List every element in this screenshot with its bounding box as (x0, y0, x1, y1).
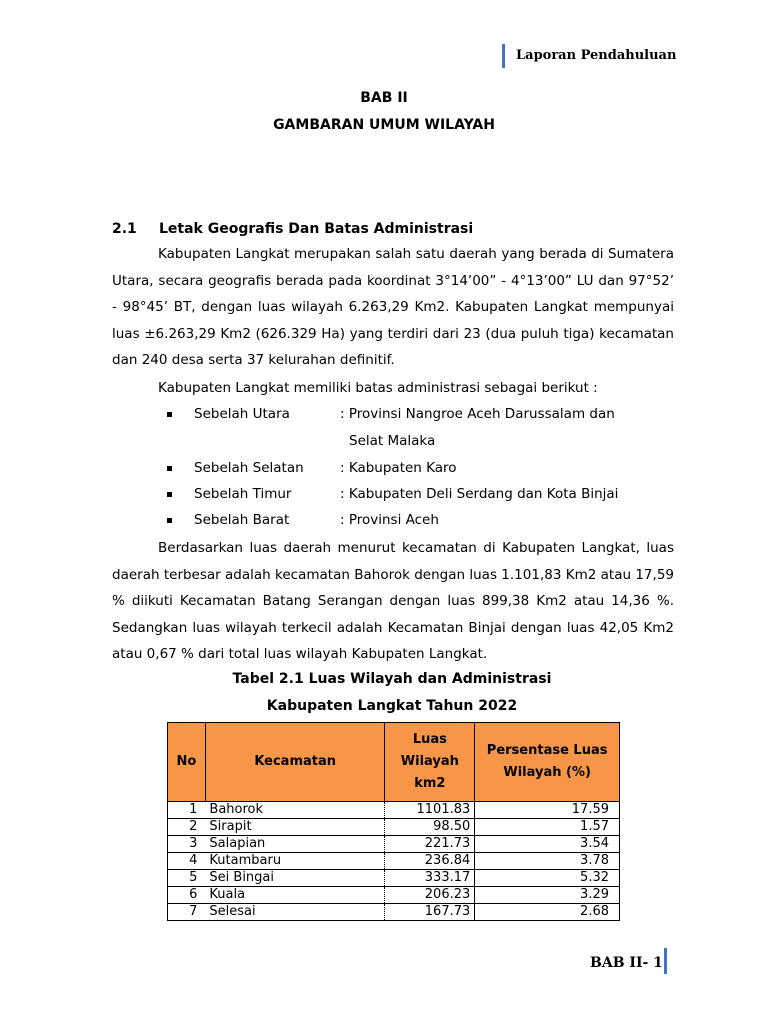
cell-kecamatan: Salapian (205, 836, 385, 853)
cell-kecamatan: Sirapit (205, 819, 385, 836)
section-number: 2.1 (112, 221, 137, 237)
table-row (168, 802, 620, 819)
cell-persen: 3.29 (475, 887, 620, 904)
cell-no: 1 (168, 802, 206, 819)
header-luas-line3: km2 (414, 776, 446, 791)
cell-kecamatan: Kuala (205, 887, 385, 904)
table-row (168, 887, 620, 904)
chapter-number: BAB II (360, 90, 408, 106)
boundary-value: : Provinsi Aceh (340, 512, 439, 528)
cell-no: 6 (168, 887, 206, 904)
cell-luas: 221.73 (385, 836, 475, 853)
table-row (168, 870, 620, 887)
boundary-value-continued: Selat Malaka (349, 433, 436, 449)
cell-persen: 5.32 (475, 870, 620, 887)
cell-no: 2 (168, 819, 206, 836)
cell-no: 4 (168, 853, 206, 870)
boundary-value: : Kabupaten Deli Serdang dan Kota Binjai (340, 486, 619, 502)
cell-persen: 3.54 (475, 836, 620, 853)
bullet-marker (167, 492, 172, 497)
cell-luas: 206.23 (385, 887, 475, 904)
table-row (168, 904, 620, 921)
cell-luas: 1101.83 (385, 802, 475, 819)
section-title: Letak Geografis Dan Batas Administrasi (159, 221, 474, 237)
header-luas-line2: Wilayah (400, 754, 459, 769)
header-kecamatan: Kecamatan (205, 723, 385, 802)
bullet-marker (167, 518, 172, 523)
header-luas-line1: Luas (412, 732, 447, 747)
table-caption-subtitle: Kabupaten Langkat Tahun 2022 (266, 698, 518, 714)
cell-persen: 1.57 (475, 819, 620, 836)
boundary-label: Sebelah Barat (194, 512, 290, 528)
cell-kecamatan: Bahorok (205, 802, 385, 819)
table-row (168, 836, 620, 853)
boundary-label: Sebelah Timur (194, 486, 292, 502)
cell-no: 3 (168, 836, 206, 853)
boundaries-intro: Kabupaten Langkat memiliki batas administrasi sebagai berikut : (158, 380, 598, 396)
header-persentase (475, 723, 620, 802)
cell-no: 7 (168, 904, 206, 921)
page-number-label: BAB II- 1 (590, 955, 663, 971)
header-persen-line2: Wilayah (%) (503, 765, 591, 780)
running-header: Laporan Pendahuluan (516, 48, 677, 63)
cell-kecamatan: Selesai (205, 904, 385, 921)
header-persen-line1: Persentase Luas (486, 743, 608, 758)
header-luas (385, 723, 475, 802)
table-header-row (168, 723, 620, 802)
cell-luas: 98.50 (385, 819, 475, 836)
cell-luas: 167.73 (385, 904, 475, 921)
cell-persen: 17.59 (475, 802, 620, 819)
cell-persen: 2.68 (475, 904, 620, 921)
boundary-value: : Provinsi Nangroe Aceh Darussalam dan (340, 406, 615, 422)
cell-kecamatan: Sei Bingai (205, 870, 385, 887)
cell-kecamatan: Kutambaru (205, 853, 385, 870)
paragraph-intro: Kabupaten Langkat merupakan salah satu daerah yang berada di Sumatera Utara, secara geografis berada pada koordinat 3°14’00” - 4°13’00” LU dan 97°52’ - 98°45’ BT, dengan luas wilayah 6.263,29 Km2. Kabupaten Langkat mempunyai luas ±6.263,29 Km2 (626.329 Ha) yang terdiri dari 23 (dua puluh tiga) kecamatan dan 240 desa serta 37 kelurahan definitif. (112, 246, 674, 368)
cell-persen: 3.78 (475, 853, 620, 870)
table-caption: Tabel 2.1 Luas Wilayah dan Administrasi (232, 671, 552, 687)
bullet-marker (167, 412, 172, 417)
header-no: No (168, 723, 206, 802)
table-row (168, 853, 620, 870)
bullet-marker (167, 466, 172, 471)
chapter-title: GAMBARAN UMUM WILAYAH (273, 117, 495, 133)
boundary-label: Sebelah Utara (194, 406, 290, 422)
paragraph-area-summary: Berdasarkan luas daerah menurut kecamatan di Kabupaten Langkat, luas daerah terbesar adalah kecamatan Bahorok dengan luas 1.101,83 Km2 atau 17,59 % diikuti Kecamatan Batang Serangan dengan luas 899,38 Km2 atau 14,36 %. Sedangkan luas wilayah terkecil adalah Kecamatan Binjai dengan luas 42,05 Km2 atau 0,67 % dari total luas wilayah Kabupaten Langkat. (112, 540, 674, 662)
area-table (167, 722, 620, 921)
table-row (168, 819, 620, 836)
boundary-label: Sebelah Selatan (194, 460, 304, 476)
header-accent-bar (502, 44, 505, 68)
boundary-value: : Kabupaten Karo (340, 460, 457, 476)
footer-accent-bar (664, 948, 667, 974)
cell-no: 5 (168, 870, 206, 887)
cell-luas: 236.84 (385, 853, 475, 870)
cell-luas: 333.17 (385, 870, 475, 887)
